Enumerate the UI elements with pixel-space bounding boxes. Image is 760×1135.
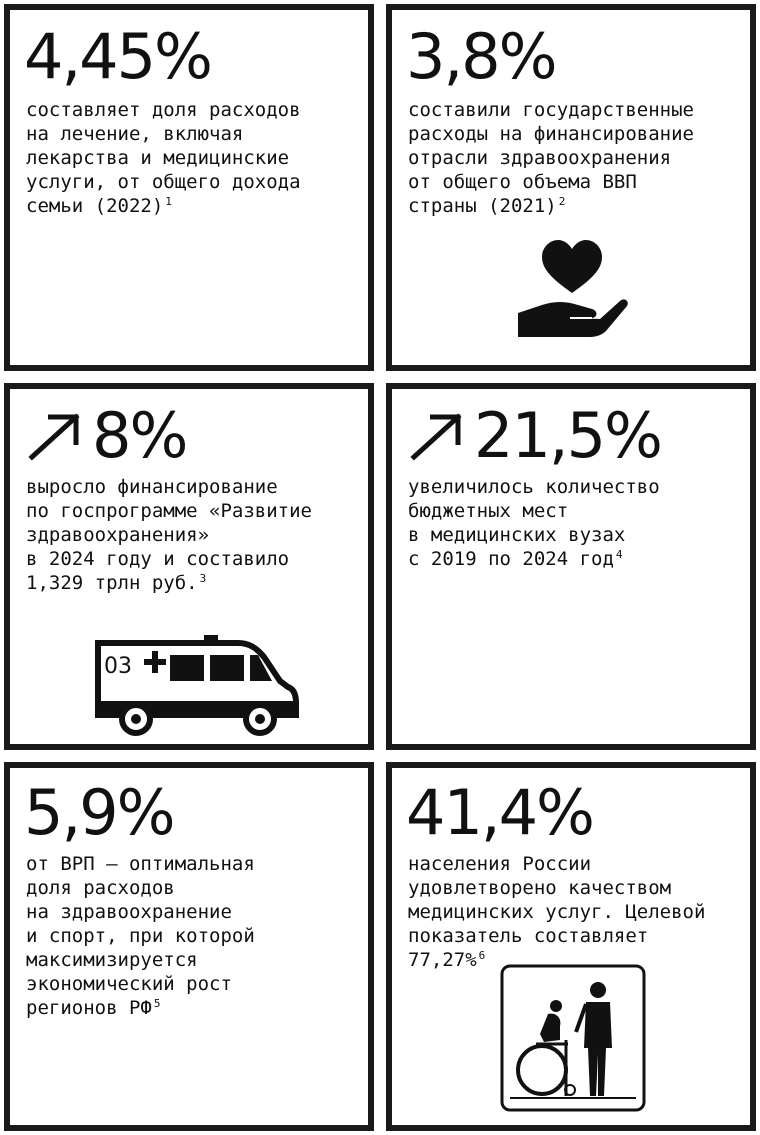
ambulance-icon [88, 629, 300, 737]
arrow-up-right-icon [26, 409, 84, 461]
stat-description [26, 852, 255, 1020]
wheelchair-caregiver-icon [500, 964, 646, 1112]
stat-description-text: населения России удовлетворено качеством медицинских услуг. Целевой показатель составляет 77,27% [408, 853, 706, 971]
footnote-marker: 1 [165, 194, 172, 208]
stat-value: 8% [92, 399, 187, 472]
stat-description [408, 98, 694, 218]
heart-hand-icon [512, 235, 632, 345]
stat-card-government-spending [386, 4, 756, 371]
stat-card-satisfaction [386, 762, 756, 1131]
stat-value: 4,45% [24, 20, 211, 93]
stat-description [26, 98, 301, 218]
stat-card-household-spending [4, 4, 374, 371]
footnote-marker: 3 [199, 571, 207, 585]
footnote-marker: 6 [478, 948, 486, 962]
stat-value: 3,8% [406, 20, 556, 93]
stat-description-text: выросло финансирование по госпрограмме «Развитие здравоохранения» в 2024 году и составило 1,329 трлн руб. [26, 476, 312, 594]
stat-value: 21,5% [474, 399, 661, 472]
stat-description-text: от ВРП — оптимальная доля расходов на здравоохранение и спорт, при которой максимизируется экономический рост регионов РФ [26, 853, 255, 1019]
stat-card-budget-places [386, 383, 756, 750]
stat-description-text: составили государственные расходы на финансирование отрасли здравоохранения от общего объема ВВП страны (2021) [408, 99, 694, 217]
stat-description-text: увеличилось количество бюджетных мест в медицинских вузах с 2019 по 2024 год [408, 476, 660, 570]
stat-value: 41,4% [406, 776, 593, 849]
stat-description [26, 475, 312, 595]
stat-card-grp-share [4, 762, 374, 1131]
stat-description [408, 475, 660, 571]
footnote-marker: 2 [558, 194, 566, 208]
arrow-up-right-icon [408, 409, 466, 461]
ambulance-number: 03 [104, 654, 132, 679]
stat-description [408, 852, 705, 972]
stat-card-program-funding [4, 383, 374, 750]
footnote-marker: 4 [615, 547, 623, 561]
stat-value: 5,9% [24, 776, 174, 849]
footnote-marker: 5 [153, 996, 161, 1010]
stat-description-text: составляет доля расходов на лечение, включая лекарства и медицинские услуги, от общего дохода семьи (2022) [26, 99, 301, 217]
